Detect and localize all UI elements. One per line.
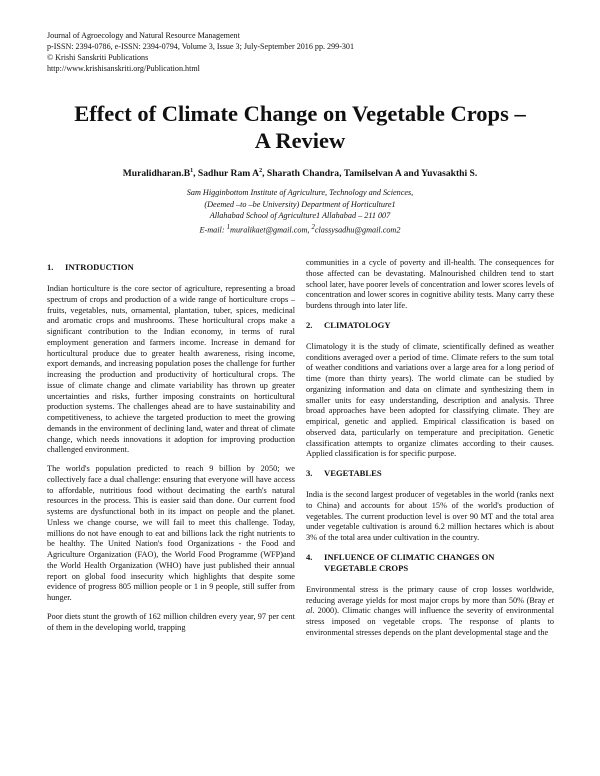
paragraph: The world's population predicted to reach 9 billion by 2050; we collectively face a dual challenge: ensuring that everyone will have access to affordable, nutritious food without decimating the earth's natural resources in the process. This is easier said than done. Our current food systems are dysfunctional both in its impact on people and the planet. Unless we change course, we will fail to meet this challenge. Today, millions do not have enough to eat and billions lack the right nutrients to be healthy. The United Nation's food Organizations - the Food and Agriculture Organization (FAO), the World Food Programme (WFP)and the World Health Organization (WHO) have just published their annual report on global food insecurity which highlights that despite some evidence of progress 805 million people or 1 in 9 people, still suffer from hunger.	[47, 464, 295, 602]
author-2: Sadhur Ram A	[197, 168, 260, 180]
author-2-sup: 2	[259, 168, 263, 174]
email-line: E-mail: $^1$muralikaet@gmail.com, $^2$classysadhu@gmail.com2	[199, 223, 401, 235]
affiliation	[0, 187, 600, 236]
journal-publisher: © Krishi Sanskriti Publications	[47, 53, 149, 62]
paper-title	[0, 100, 600, 154]
paragraph: Climatology it is the study of climate, scientifically defined as weather conditions averaged over a period of time. Climate refers to the sum total of weather conditions and variations over a large area for a long period of time (more than thirty years). The world climate can be studied by organizing information and data on climate and synthesizing them in smaller units for easy understanding, description and analysis. Three broad approaches have been adopted for classifying climate. They are empirical, genetic and applied. Empirical classification is based on observed data, particularly on temperature and precipitation. Genetic classification attempts to organize climates according to their causes. Applied classification is for specific purpose.	[306, 341, 554, 459]
affiliation-line-3: Allahabad School of Agriculture1 Allahabad – 211 007	[209, 211, 391, 220]
section-heading-influence: 4. INFLUENCE OF CLIMATIC CHANGES ON VEGETABLE CROPS	[306, 551, 495, 573]
affiliation-line-2: (Deemed –to –be University) Department of Horticulture1	[204, 199, 396, 209]
paragraph: India is the second largest producer of vegetables in the world (ranks next to China) and accounts for about 15% of the world's production of vegetables. The current production level is over 90 MT and the total area under vegetable cultivation is around 6.2 million hectares which is about 3% of the total area under cultivation in the country.	[306, 490, 554, 542]
affiliation-line-1: Sam Higginbottom Institute of Agriculture, Technology and Sciences,	[186, 188, 414, 197]
paragraph: Indian horticulture is the core sector of agriculture, representing a broad spectrum of crops and production of a wide range of horticulture crops – fruits, vegetables, nuts, ornamental, plantation, tuber, spices, medicinal and aromatic crops and mushrooms. These horticultural crops make a significant contribution to the Indian economy, in terms of rural employment generation and farmers income. Increase in demand for horticultural produce due to greater health awareness, rising income, export demands, and increasing population poses the challenge for further increasing the production and productivity of horticultural crops. The issue of climate change and climate variability has thrown up greater uncertainties and risks, further imposing constraints on horticultural production systems. The challenges ahead are to have sustainability and competitiveness, to achieve the targeted production to meet the growing demands in the environment of declining land, water and threat of climate change, which needs innovations it adoption for improving production challenged environment.	[47, 284, 295, 455]
right-column	[306, 258, 554, 647]
author-1: Muralidharan.B	[122, 168, 191, 180]
author-others: Sharath Chandra, Tamilselvan A and Yuvasakthi S.	[266, 168, 478, 180]
paragraph: Poor diets stunt the growth of 162 million children every year, 97 per cent of them in the developing world, trapping	[47, 611, 295, 632]
email-1[interactable]: muralikaet@gmail.com,	[230, 225, 312, 235]
author-list: $Muralidharan.B^1$, Sadhur Ram $A^2$, Sharath Chandra, Tamilselvan A and Yuvasakthi S.	[122, 168, 478, 180]
journal-name: Journal of Agroecology and Natural Resource Management	[47, 31, 240, 40]
email-2[interactable]: classysadhu@gmail.com2	[314, 225, 401, 235]
paragraph: communities in a cycle of poverty and ill-health. The consequences for those affected can be devastating. Malnourished children tend to start school later, have poorer levels of concentration and lower scores levels of concentration and lower scores in cognitive ability tests. Many carry these burdens through into later life.	[306, 258, 554, 310]
paragraph: Environmental stress is the primary cause of crop losses worldwide, reducing average yields for most major crops by more than 50% (Bray et al. 2000). Climatic changes will influence the severity of environmental stress imposed on vegetable crops. The response of plants to environmental stresses depends on the plant developmental stage and the	[306, 584, 554, 637]
section-heading-climatology: 2. CLIMATOLOGY	[306, 319, 391, 330]
title-line-1: Effect of Climate Change on Vegetable Crops –	[74, 101, 526, 126]
journal-url[interactable]: http://www.krishisanskriti.org/Publication.html	[47, 64, 200, 73]
title-line-2: A Review	[254, 128, 346, 153]
left-column	[47, 262, 295, 641]
journal-issn: p-ISSN: 2394-0786, e-ISSN: 2394-0794, Volume 3, Issue 3; July-September 2016 pp. 299-301	[47, 42, 355, 51]
section-heading-vegetables: 3. VEGETABLES	[306, 468, 382, 478]
section-heading-introduction: 1. INTRODUCTION	[47, 262, 134, 272]
journal-info	[47, 30, 354, 74]
author-1-sup: 1	[190, 168, 194, 174]
